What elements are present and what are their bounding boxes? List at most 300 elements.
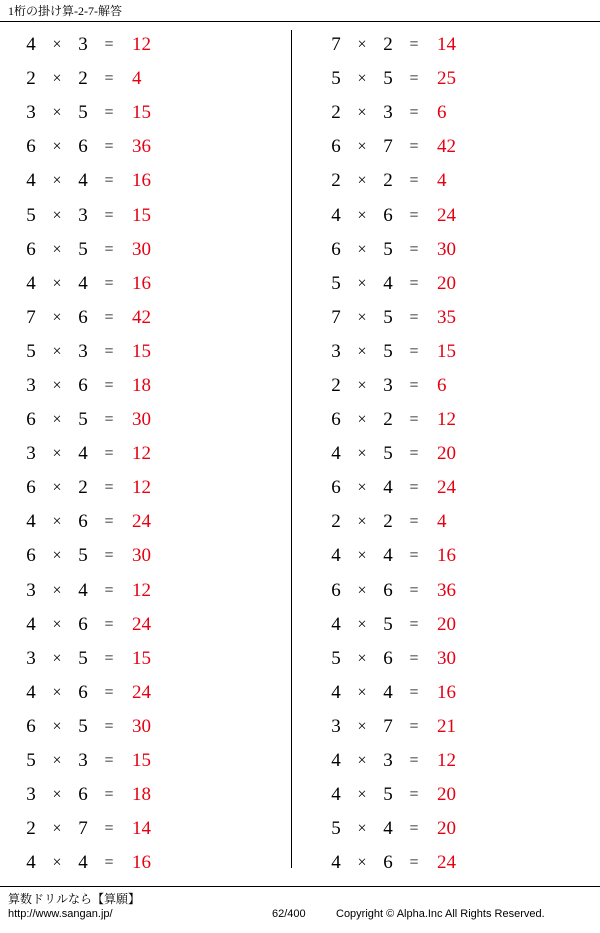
operand-b: 5 <box>383 613 393 635</box>
problem-row <box>325 846 600 880</box>
equals-sign: = <box>409 36 419 54</box>
operand-b: 5 <box>383 238 393 260</box>
operand-b: 6 <box>383 579 393 601</box>
equals-sign: = <box>409 752 419 770</box>
answer-value: 18 <box>132 374 151 396</box>
answer-value: 15 <box>132 647 151 669</box>
column-divider <box>291 30 292 868</box>
problem-row <box>20 505 295 539</box>
operand-b: 5 <box>383 443 393 465</box>
operand-a: 2 <box>26 818 36 840</box>
operand-b: 4 <box>383 272 393 294</box>
multiply-operator: × <box>357 206 367 224</box>
answer-value: 36 <box>437 579 456 601</box>
problem-row <box>325 676 600 710</box>
problem-row <box>20 369 295 403</box>
operand-b: 3 <box>78 340 88 362</box>
operand-a: 3 <box>26 102 36 124</box>
operand-a: 6 <box>26 136 36 158</box>
equals-sign: = <box>409 820 419 838</box>
answer-value: 12 <box>132 34 151 56</box>
problem-row <box>325 96 600 130</box>
answer-value: 42 <box>132 306 151 328</box>
operand-a: 4 <box>331 443 341 465</box>
operand-b: 4 <box>78 272 88 294</box>
operand-a: 4 <box>331 545 341 567</box>
answer-value: 16 <box>437 681 456 703</box>
problem-row <box>20 437 295 471</box>
multiply-operator: × <box>52 206 62 224</box>
answer-value: 20 <box>437 818 456 840</box>
operand-b: 4 <box>383 818 393 840</box>
problem-row <box>20 96 295 130</box>
operand-a: 5 <box>26 204 36 226</box>
multiply-operator: × <box>52 172 62 190</box>
operand-a: 6 <box>331 409 341 431</box>
answer-value: 30 <box>437 238 456 260</box>
answer-value: 21 <box>437 715 456 737</box>
equals-sign: = <box>409 274 419 292</box>
operand-a: 2 <box>26 68 36 90</box>
answer-value: 12 <box>132 443 151 465</box>
equals-sign: = <box>104 411 114 429</box>
equals-sign: = <box>104 172 114 190</box>
operand-a: 6 <box>331 136 341 158</box>
problem-row <box>325 369 600 403</box>
operand-a: 6 <box>331 579 341 601</box>
operand-b: 2 <box>78 477 88 499</box>
operand-a: 5 <box>331 818 341 840</box>
answer-value: 15 <box>132 102 151 124</box>
operand-b: 3 <box>78 34 88 56</box>
problem-row <box>20 710 295 744</box>
problem-row <box>325 437 600 471</box>
multiply-operator: × <box>52 104 62 122</box>
answer-value: 20 <box>437 613 456 635</box>
problem-row <box>20 744 295 778</box>
operand-b: 4 <box>78 170 88 192</box>
operand-a: 3 <box>331 715 341 737</box>
operand-a: 7 <box>331 34 341 56</box>
problem-row <box>325 778 600 812</box>
operand-a: 4 <box>26 852 36 874</box>
multiply-operator: × <box>357 649 367 667</box>
header-divider <box>0 21 600 22</box>
problem-row <box>20 233 295 267</box>
multiply-operator: × <box>52 138 62 156</box>
answer-value: 18 <box>132 784 151 806</box>
operand-a: 2 <box>331 102 341 124</box>
footer-copyright: Copyright © Alpha.Inc All Rights Reserved. <box>336 908 545 920</box>
problem-row <box>325 130 600 164</box>
multiply-operator: × <box>52 308 62 326</box>
operand-a: 4 <box>26 613 36 635</box>
problem-row <box>325 301 600 335</box>
equals-sign: = <box>409 376 419 394</box>
answer-value: 12 <box>132 579 151 601</box>
equals-sign: = <box>409 240 419 258</box>
operand-a: 4 <box>26 272 36 294</box>
multiply-operator: × <box>357 615 367 633</box>
operand-a: 4 <box>331 681 341 703</box>
problem-row <box>325 403 600 437</box>
equals-sign: = <box>104 274 114 292</box>
operand-a: 6 <box>331 477 341 499</box>
answer-value: 12 <box>132 477 151 499</box>
problem-columns <box>0 28 600 878</box>
equals-sign: = <box>104 308 114 326</box>
equals-sign: = <box>409 683 419 701</box>
footer-page-number: 62/400 <box>272 908 306 920</box>
problem-row <box>20 62 295 96</box>
operand-b: 7 <box>383 715 393 737</box>
operand-a: 7 <box>331 306 341 328</box>
operand-a: 6 <box>331 238 341 260</box>
problem-row <box>20 676 295 710</box>
operand-b: 7 <box>383 136 393 158</box>
operand-b: 6 <box>78 681 88 703</box>
operand-a: 3 <box>26 647 36 669</box>
answer-value: 24 <box>132 681 151 703</box>
operand-a: 4 <box>331 852 341 874</box>
equals-sign: = <box>409 138 419 156</box>
operand-a: 3 <box>26 374 36 396</box>
page-footer <box>0 887 600 933</box>
multiply-operator: × <box>357 342 367 360</box>
equals-sign: = <box>104 376 114 394</box>
equals-sign: = <box>104 820 114 838</box>
problem-row <box>20 403 295 437</box>
multiply-operator: × <box>357 752 367 770</box>
operand-a: 2 <box>331 374 341 396</box>
multiply-operator: × <box>357 786 367 804</box>
operand-b: 5 <box>78 409 88 431</box>
operand-a: 4 <box>26 681 36 703</box>
multiply-operator: × <box>52 479 62 497</box>
equals-sign: = <box>104 683 114 701</box>
problem-row <box>325 164 600 198</box>
operand-b: 7 <box>78 818 88 840</box>
problem-row <box>325 642 600 676</box>
answer-value: 4 <box>437 511 447 533</box>
answer-value: 25 <box>437 68 456 90</box>
footer-url[interactable]: http://www.sangan.jp/ <box>8 908 113 920</box>
equals-sign: = <box>104 138 114 156</box>
answer-value: 30 <box>132 238 151 260</box>
problem-row <box>325 744 600 778</box>
operand-a: 5 <box>26 750 36 772</box>
operand-b: 2 <box>383 409 393 431</box>
problem-row <box>20 301 295 335</box>
operand-a: 4 <box>331 204 341 226</box>
operand-a: 4 <box>26 34 36 56</box>
problem-row <box>325 539 600 573</box>
operand-b: 6 <box>78 784 88 806</box>
equals-sign: = <box>104 342 114 360</box>
answer-value: 24 <box>132 613 151 635</box>
multiply-operator: × <box>357 36 367 54</box>
multiply-operator: × <box>357 138 367 156</box>
answer-value: 30 <box>132 409 151 431</box>
operand-b: 5 <box>78 238 88 260</box>
problem-column-right <box>295 28 600 878</box>
equals-sign: = <box>104 206 114 224</box>
operand-b: 6 <box>383 204 393 226</box>
operand-b: 4 <box>78 852 88 874</box>
operand-b: 5 <box>78 715 88 737</box>
operand-b: 5 <box>383 340 393 362</box>
equals-sign: = <box>409 717 419 735</box>
equals-sign: = <box>104 240 114 258</box>
operand-b: 6 <box>78 374 88 396</box>
answer-value: 20 <box>437 784 456 806</box>
operand-a: 6 <box>26 409 36 431</box>
problem-row <box>20 778 295 812</box>
operand-b: 5 <box>383 784 393 806</box>
equals-sign: = <box>104 104 114 122</box>
multiply-operator: × <box>52 513 62 531</box>
operand-b: 3 <box>78 750 88 772</box>
equals-sign: = <box>104 854 114 872</box>
operand-a: 4 <box>331 784 341 806</box>
operand-b: 6 <box>383 647 393 669</box>
operand-b: 5 <box>383 68 393 90</box>
multiply-operator: × <box>52 752 62 770</box>
multiply-operator: × <box>52 581 62 599</box>
operand-a: 6 <box>26 238 36 260</box>
multiply-operator: × <box>52 342 62 360</box>
multiply-operator: × <box>357 513 367 531</box>
multiply-operator: × <box>357 274 367 292</box>
equals-sign: = <box>104 479 114 497</box>
operand-b: 4 <box>78 443 88 465</box>
operand-b: 6 <box>78 511 88 533</box>
multiply-operator: × <box>52 36 62 54</box>
equals-sign: = <box>409 854 419 872</box>
operand-b: 5 <box>78 102 88 124</box>
multiply-operator: × <box>52 786 62 804</box>
multiply-operator: × <box>357 547 367 565</box>
operand-a: 4 <box>26 170 36 192</box>
operand-a: 6 <box>26 477 36 499</box>
operand-b: 5 <box>383 306 393 328</box>
multiply-operator: × <box>52 70 62 88</box>
multiply-operator: × <box>357 581 367 599</box>
answer-value: 20 <box>437 443 456 465</box>
multiply-operator: × <box>357 854 367 872</box>
answer-value: 6 <box>437 374 447 396</box>
operand-b: 6 <box>78 306 88 328</box>
problem-row <box>20 28 295 62</box>
equals-sign: = <box>104 513 114 531</box>
equals-sign: = <box>104 717 114 735</box>
problem-row <box>325 710 600 744</box>
problem-row <box>20 642 295 676</box>
operand-b: 4 <box>383 477 393 499</box>
equals-sign: = <box>104 649 114 667</box>
multiply-operator: × <box>357 376 367 394</box>
answer-value: 30 <box>132 545 151 567</box>
multiply-operator: × <box>52 854 62 872</box>
problem-row <box>325 335 600 369</box>
operand-a: 5 <box>331 272 341 294</box>
operand-a: 3 <box>26 579 36 601</box>
problem-row <box>20 130 295 164</box>
answer-value: 36 <box>132 136 151 158</box>
operand-a: 5 <box>331 68 341 90</box>
operand-a: 4 <box>26 511 36 533</box>
operand-a: 3 <box>331 340 341 362</box>
multiply-operator: × <box>357 683 367 701</box>
multiply-operator: × <box>52 376 62 394</box>
multiply-operator: × <box>52 683 62 701</box>
problem-row <box>325 812 600 846</box>
equals-sign: = <box>104 752 114 770</box>
equals-sign: = <box>104 786 114 804</box>
answer-value: 14 <box>132 818 151 840</box>
problem-row <box>325 267 600 301</box>
answer-value: 35 <box>437 306 456 328</box>
problem-row <box>325 471 600 505</box>
answer-value: 16 <box>132 170 151 192</box>
problem-row <box>20 335 295 369</box>
multiply-operator: × <box>52 274 62 292</box>
answer-value: 4 <box>132 68 142 90</box>
answer-value: 24 <box>437 204 456 226</box>
problem-row <box>20 471 295 505</box>
multiply-operator: × <box>357 479 367 497</box>
operand-b: 3 <box>383 750 393 772</box>
problem-row <box>20 608 295 642</box>
answer-value: 16 <box>437 545 456 567</box>
multiply-operator: × <box>52 717 62 735</box>
page-title: 1桁の掛け算-2-7-解答 <box>8 4 122 18</box>
equals-sign: = <box>409 581 419 599</box>
problem-row <box>20 846 295 880</box>
multiply-operator: × <box>52 820 62 838</box>
equals-sign: = <box>409 308 419 326</box>
operand-b: 2 <box>383 511 393 533</box>
equals-sign: = <box>409 411 419 429</box>
answer-value: 12 <box>437 750 456 772</box>
answer-value: 14 <box>437 34 456 56</box>
problem-row <box>325 233 600 267</box>
multiply-operator: × <box>52 411 62 429</box>
answer-value: 12 <box>437 409 456 431</box>
operand-a: 2 <box>331 511 341 533</box>
operand-a: 4 <box>331 750 341 772</box>
equals-sign: = <box>409 513 419 531</box>
operand-a: 4 <box>331 613 341 635</box>
answer-value: 30 <box>437 647 456 669</box>
multiply-operator: × <box>357 70 367 88</box>
operand-b: 3 <box>78 204 88 226</box>
answer-value: 24 <box>132 511 151 533</box>
operand-a: 3 <box>26 784 36 806</box>
equals-sign: = <box>409 206 419 224</box>
answer-value: 15 <box>437 340 456 362</box>
answer-value: 15 <box>132 750 151 772</box>
equals-sign: = <box>104 615 114 633</box>
equals-sign: = <box>409 615 419 633</box>
answer-value: 4 <box>437 170 447 192</box>
problem-row <box>20 198 295 232</box>
multiply-operator: × <box>357 411 367 429</box>
problem-column-left <box>0 28 295 878</box>
multiply-operator: × <box>357 240 367 258</box>
operand-b: 2 <box>78 68 88 90</box>
problem-row <box>20 267 295 301</box>
equals-sign: = <box>409 70 419 88</box>
operand-b: 3 <box>383 102 393 124</box>
equals-sign: = <box>409 786 419 804</box>
equals-sign: = <box>409 342 419 360</box>
answer-value: 6 <box>437 102 447 124</box>
multiply-operator: × <box>52 649 62 667</box>
problem-row <box>325 28 600 62</box>
problem-row <box>20 539 295 573</box>
equals-sign: = <box>409 445 419 463</box>
problem-row <box>325 608 600 642</box>
problem-row <box>325 574 600 608</box>
equals-sign: = <box>409 172 419 190</box>
multiply-operator: × <box>52 615 62 633</box>
operand-b: 6 <box>78 613 88 635</box>
equals-sign: = <box>104 547 114 565</box>
operand-a: 6 <box>26 545 36 567</box>
equals-sign: = <box>409 649 419 667</box>
footer-brand: 算数ドリルなら【算願】 <box>8 892 141 906</box>
multiply-operator: × <box>357 820 367 838</box>
operand-b: 4 <box>383 681 393 703</box>
answer-value: 16 <box>132 272 151 294</box>
operand-b: 5 <box>78 647 88 669</box>
multiply-operator: × <box>357 104 367 122</box>
equals-sign: = <box>409 547 419 565</box>
multiply-operator: × <box>357 717 367 735</box>
equals-sign: = <box>409 104 419 122</box>
equals-sign: = <box>104 581 114 599</box>
equals-sign: = <box>104 445 114 463</box>
operand-a: 7 <box>26 306 36 328</box>
equals-sign: = <box>104 36 114 54</box>
problem-row <box>20 164 295 198</box>
operand-b: 4 <box>78 579 88 601</box>
answer-value: 42 <box>437 136 456 158</box>
multiply-operator: × <box>357 445 367 463</box>
problem-row <box>20 574 295 608</box>
multiply-operator: × <box>52 445 62 463</box>
multiply-operator: × <box>357 172 367 190</box>
operand-b: 6 <box>78 136 88 158</box>
answer-value: 24 <box>437 477 456 499</box>
answer-value: 16 <box>132 852 151 874</box>
operand-b: 5 <box>78 545 88 567</box>
operand-b: 6 <box>383 852 393 874</box>
multiply-operator: × <box>52 547 62 565</box>
operand-a: 5 <box>331 647 341 669</box>
problem-row <box>20 812 295 846</box>
operand-b: 3 <box>383 374 393 396</box>
operand-b: 4 <box>383 545 393 567</box>
operand-a: 5 <box>26 340 36 362</box>
answer-value: 24 <box>437 852 456 874</box>
operand-b: 2 <box>383 170 393 192</box>
answer-value: 15 <box>132 340 151 362</box>
multiply-operator: × <box>357 308 367 326</box>
operand-a: 2 <box>331 170 341 192</box>
operand-a: 3 <box>26 443 36 465</box>
